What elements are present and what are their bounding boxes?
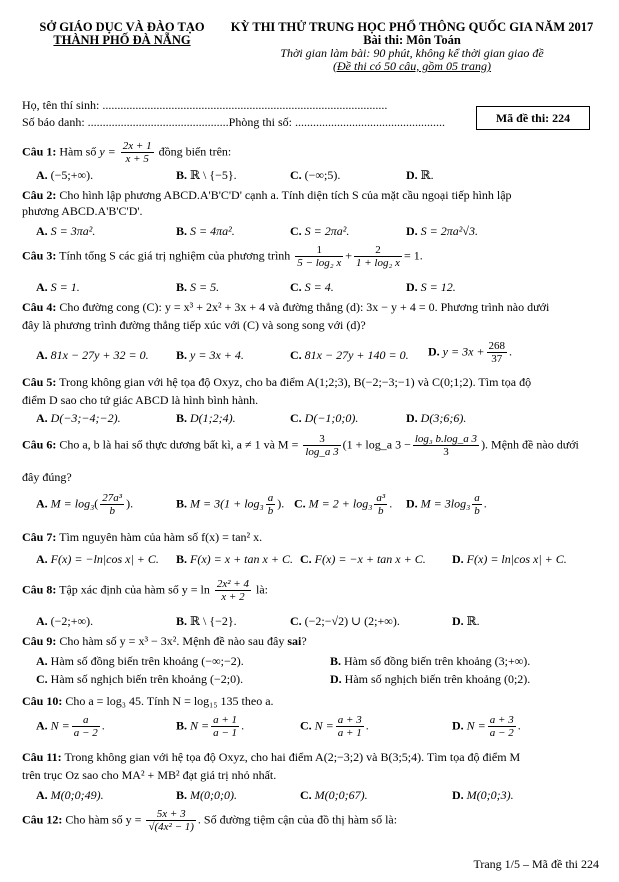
page-footer: Trang 1/5 – Mã đề thi 224 bbox=[473, 857, 599, 871]
q4-option-b: B. y = 3x + 4. bbox=[176, 348, 244, 362]
q8-option-d: D. ℝ. bbox=[452, 614, 480, 628]
q4-option-a: A. 81x − 27y + 32 = 0. bbox=[36, 348, 149, 362]
q2-option-d: D. S = 2πa²√3. bbox=[406, 224, 478, 238]
q6-option-b: B. M = 3(1 + log₃ $\frac{a}{b}$ ). bbox=[176, 492, 285, 517]
q7-option-c: C. F(x) = −x + tan x + C. bbox=[300, 552, 426, 566]
question-4-line-2: đây là phương trình đường thẳng tiếp xúc với (C) và song song với (d)? bbox=[22, 318, 366, 332]
question-3: Câu 3: Tính tổng S các giá trị nghiệm của phương trình $\frac{1}{\text{5 − log₂ x}}$ + $\frac{2}{\text{1 + log₂ x}}$ = 1. bbox=[22, 244, 423, 269]
q6-option-a: A. M = log₃( $\frac{\text{27a³}}{b}$ ). bbox=[36, 492, 134, 517]
q8-option-b: B. ℝ \ {−2}. bbox=[176, 614, 237, 628]
q2-option-c: C. S = 2πa². bbox=[290, 224, 350, 238]
question-2: Câu 2: Cho hình lập phương ABCD.A'B'C'D' cạnh a. Tính diện tích S của mặt cầu ngoại tiếp hình lập bbox=[22, 188, 512, 202]
exam-title: KỲ THI THỬ TRUNG HỌC PHỔ THÔNG QUỐC GIA NĂM 2017 bbox=[230, 20, 594, 34]
q8-option-c: C. (−2;−√2) ∪ (2;+∞). bbox=[290, 614, 400, 628]
q3-option-d: D. S = 12. bbox=[406, 280, 456, 294]
student-id-line: Số báo danh: ...............................................Phòng thi số: .................................................. bbox=[22, 115, 446, 129]
q10-option-d: D. N = $\frac{a + 3}{a - 2}$ . bbox=[452, 714, 521, 739]
q9-option-a: A. Hàm số đồng biến trên khoảng (−∞;−2). bbox=[36, 654, 244, 668]
question-1: Câu 1: Hàm số y = $\frac{2x + 1}{x + 5}$ đồng biến trên: bbox=[22, 140, 232, 165]
department-header bbox=[22, 21, 222, 47]
question-6-line-2: đây đúng? bbox=[22, 470, 72, 484]
q11-option-c: C. M(0;0;67). bbox=[300, 788, 368, 802]
q2-option-b: B. S = 4πa². bbox=[176, 224, 235, 238]
q1-option-a: A. (−5;+∞). bbox=[36, 168, 94, 182]
student-name-line: Họ, tên thí sinh: ............................................................................................... bbox=[22, 98, 388, 112]
q4-option-c: C. 81x − 27y + 140 = 0. bbox=[290, 348, 409, 362]
q1-option-b: B. ℝ \ {−5}. bbox=[176, 168, 237, 182]
q6-option-d: D. M = 3log₃ $\frac{a}{b}$ . bbox=[406, 492, 487, 517]
department-line-2: THÀNH PHỐ ĐÀ NẴNG bbox=[53, 33, 191, 47]
question-9: Câu 9: Cho hàm số y = x³ − 3x². Mệnh đề nào sau đây sai? bbox=[22, 634, 307, 648]
q11-option-d: D. M(0;0;3). bbox=[452, 788, 514, 802]
q8-option-a: A. (−2;+∞). bbox=[36, 614, 94, 628]
q10-option-c: C. N = $\frac{a + 3}{a + 1}$ . bbox=[300, 714, 369, 739]
q11-option-a: A. M(0;0;49). bbox=[36, 788, 104, 802]
q5-option-c: C. D(−1;0;0). bbox=[290, 411, 359, 425]
q7-option-a: A. F(x) = −ln|cos x| + C. bbox=[36, 552, 159, 566]
exam-header bbox=[222, 21, 602, 73]
q1-option-d: D. ℝ. bbox=[406, 168, 434, 182]
q1-option-c: C. (−∞;5). bbox=[290, 168, 341, 182]
question-4: Câu 4: Cho đường cong (C): y = x³ + 2x² + 3x + 4 và đường thẳng (d): 3x − y + 4 = 0. Phương trình nào dưới bbox=[22, 300, 550, 314]
question-12: Câu 12: Cho hàm số y = $\frac{5x + 3}{\text{√(4x² − 1)}}$ . Số đường tiệm cận của đồ thị hàm số là: bbox=[22, 808, 398, 833]
question-2-line-2: phương ABCD.A'B'C'D'. bbox=[22, 204, 143, 218]
q5-option-a: A. D(−3;−4;−2). bbox=[36, 411, 121, 425]
q4-option-d: D. y = 3x + $\frac{268}{37}$ . bbox=[428, 340, 513, 365]
q11-option-b: B. M(0;0;0). bbox=[176, 788, 237, 802]
q10-option-a: A. N = $\frac{a}{a - 2}$ . bbox=[36, 714, 105, 739]
q3-option-a: A. S = 1. bbox=[36, 280, 80, 294]
q5-option-d: D. D(3;6;6). bbox=[406, 411, 467, 425]
q2-option-a: A. S = 3πa². bbox=[36, 224, 96, 238]
question-6: Câu 6: Cho a, b là hai số thực dương bất kì, a ≠ 1 và M = $\frac{3}{\log\_a 3}$ (1 + log_a 3 − $\frac{\text{log₃ b.log\_a 3}}{3}$ ). Mệnh đề nào dưới bbox=[22, 433, 579, 458]
q3-option-c: C. S = 4. bbox=[290, 280, 334, 294]
question-11: Câu 11: Trong không gian với hệ tọa độ Oxyz, cho hai điểm A(2;−3;2) và B(3;5;4). Tìm tọa độ điểm M bbox=[22, 750, 521, 764]
question-5-line-2: điểm D sao cho tứ giác ABCD là hình bình hành. bbox=[22, 393, 259, 407]
q9-option-c: C. Hàm số nghịch biến trên khoảng (−2;0). bbox=[36, 672, 244, 686]
department-line-1: SỞ GIÁO DỤC VÀ ĐÀO TẠO bbox=[39, 20, 205, 34]
q3-option-b: B. S = 5. bbox=[176, 280, 220, 294]
question-11-line-2: trên trục Oz sao cho MA² + MB² đạt giá trị nhỏ nhất. bbox=[22, 768, 277, 782]
q10-option-b: B. N = $\frac{a + 1}{a - 1}$ . bbox=[176, 714, 245, 739]
exam-code-box: Mã đề thi: 224 bbox=[476, 106, 590, 130]
question-10: Câu 10: Cho a = log₃ 45. Tính N = log₁₅ 135 theo a. bbox=[22, 694, 274, 708]
q9-option-d: D. Hàm số nghịch biến trên khoảng (0;2). bbox=[330, 672, 531, 686]
q7-option-b: B. F(x) = x + tan x + C. bbox=[176, 552, 293, 566]
q9-option-b: B. Hàm số đồng biến trên khoảng (3;+∞). bbox=[330, 654, 531, 668]
question-8: Câu 8: Tập xác định của hàm số y = ln $\frac{\text{2x² + 4}}{x + 2}$ là: bbox=[22, 578, 268, 603]
exam-time-note: Thời gian làm bài: 90 phút, không kể thời gian giao đề bbox=[280, 46, 544, 60]
exam-page-note: (Đề thi có 50 câu, gồm 05 trang) bbox=[333, 59, 491, 73]
q5-option-b: B. D(1;2;4). bbox=[176, 411, 236, 425]
question-5: Câu 5: Trong không gian với hệ tọa độ Oxyz, cho ba điểm A(1;2;3), B(−2;−3;−1) và C(0;1;2). Tìm tọa độ bbox=[22, 375, 532, 389]
question-7: Câu 7: Tìm nguyên hàm của hàm số f(x) = tan² x. bbox=[22, 530, 263, 544]
exam-subject: Bài thi: Môn Toán bbox=[363, 33, 461, 47]
q7-option-d: D. F(x) = ln|cos x| + C. bbox=[452, 552, 567, 566]
q6-option-c: C. M = 2 + log₃ $\frac{\text{a³}}{b}$ . bbox=[294, 492, 393, 517]
